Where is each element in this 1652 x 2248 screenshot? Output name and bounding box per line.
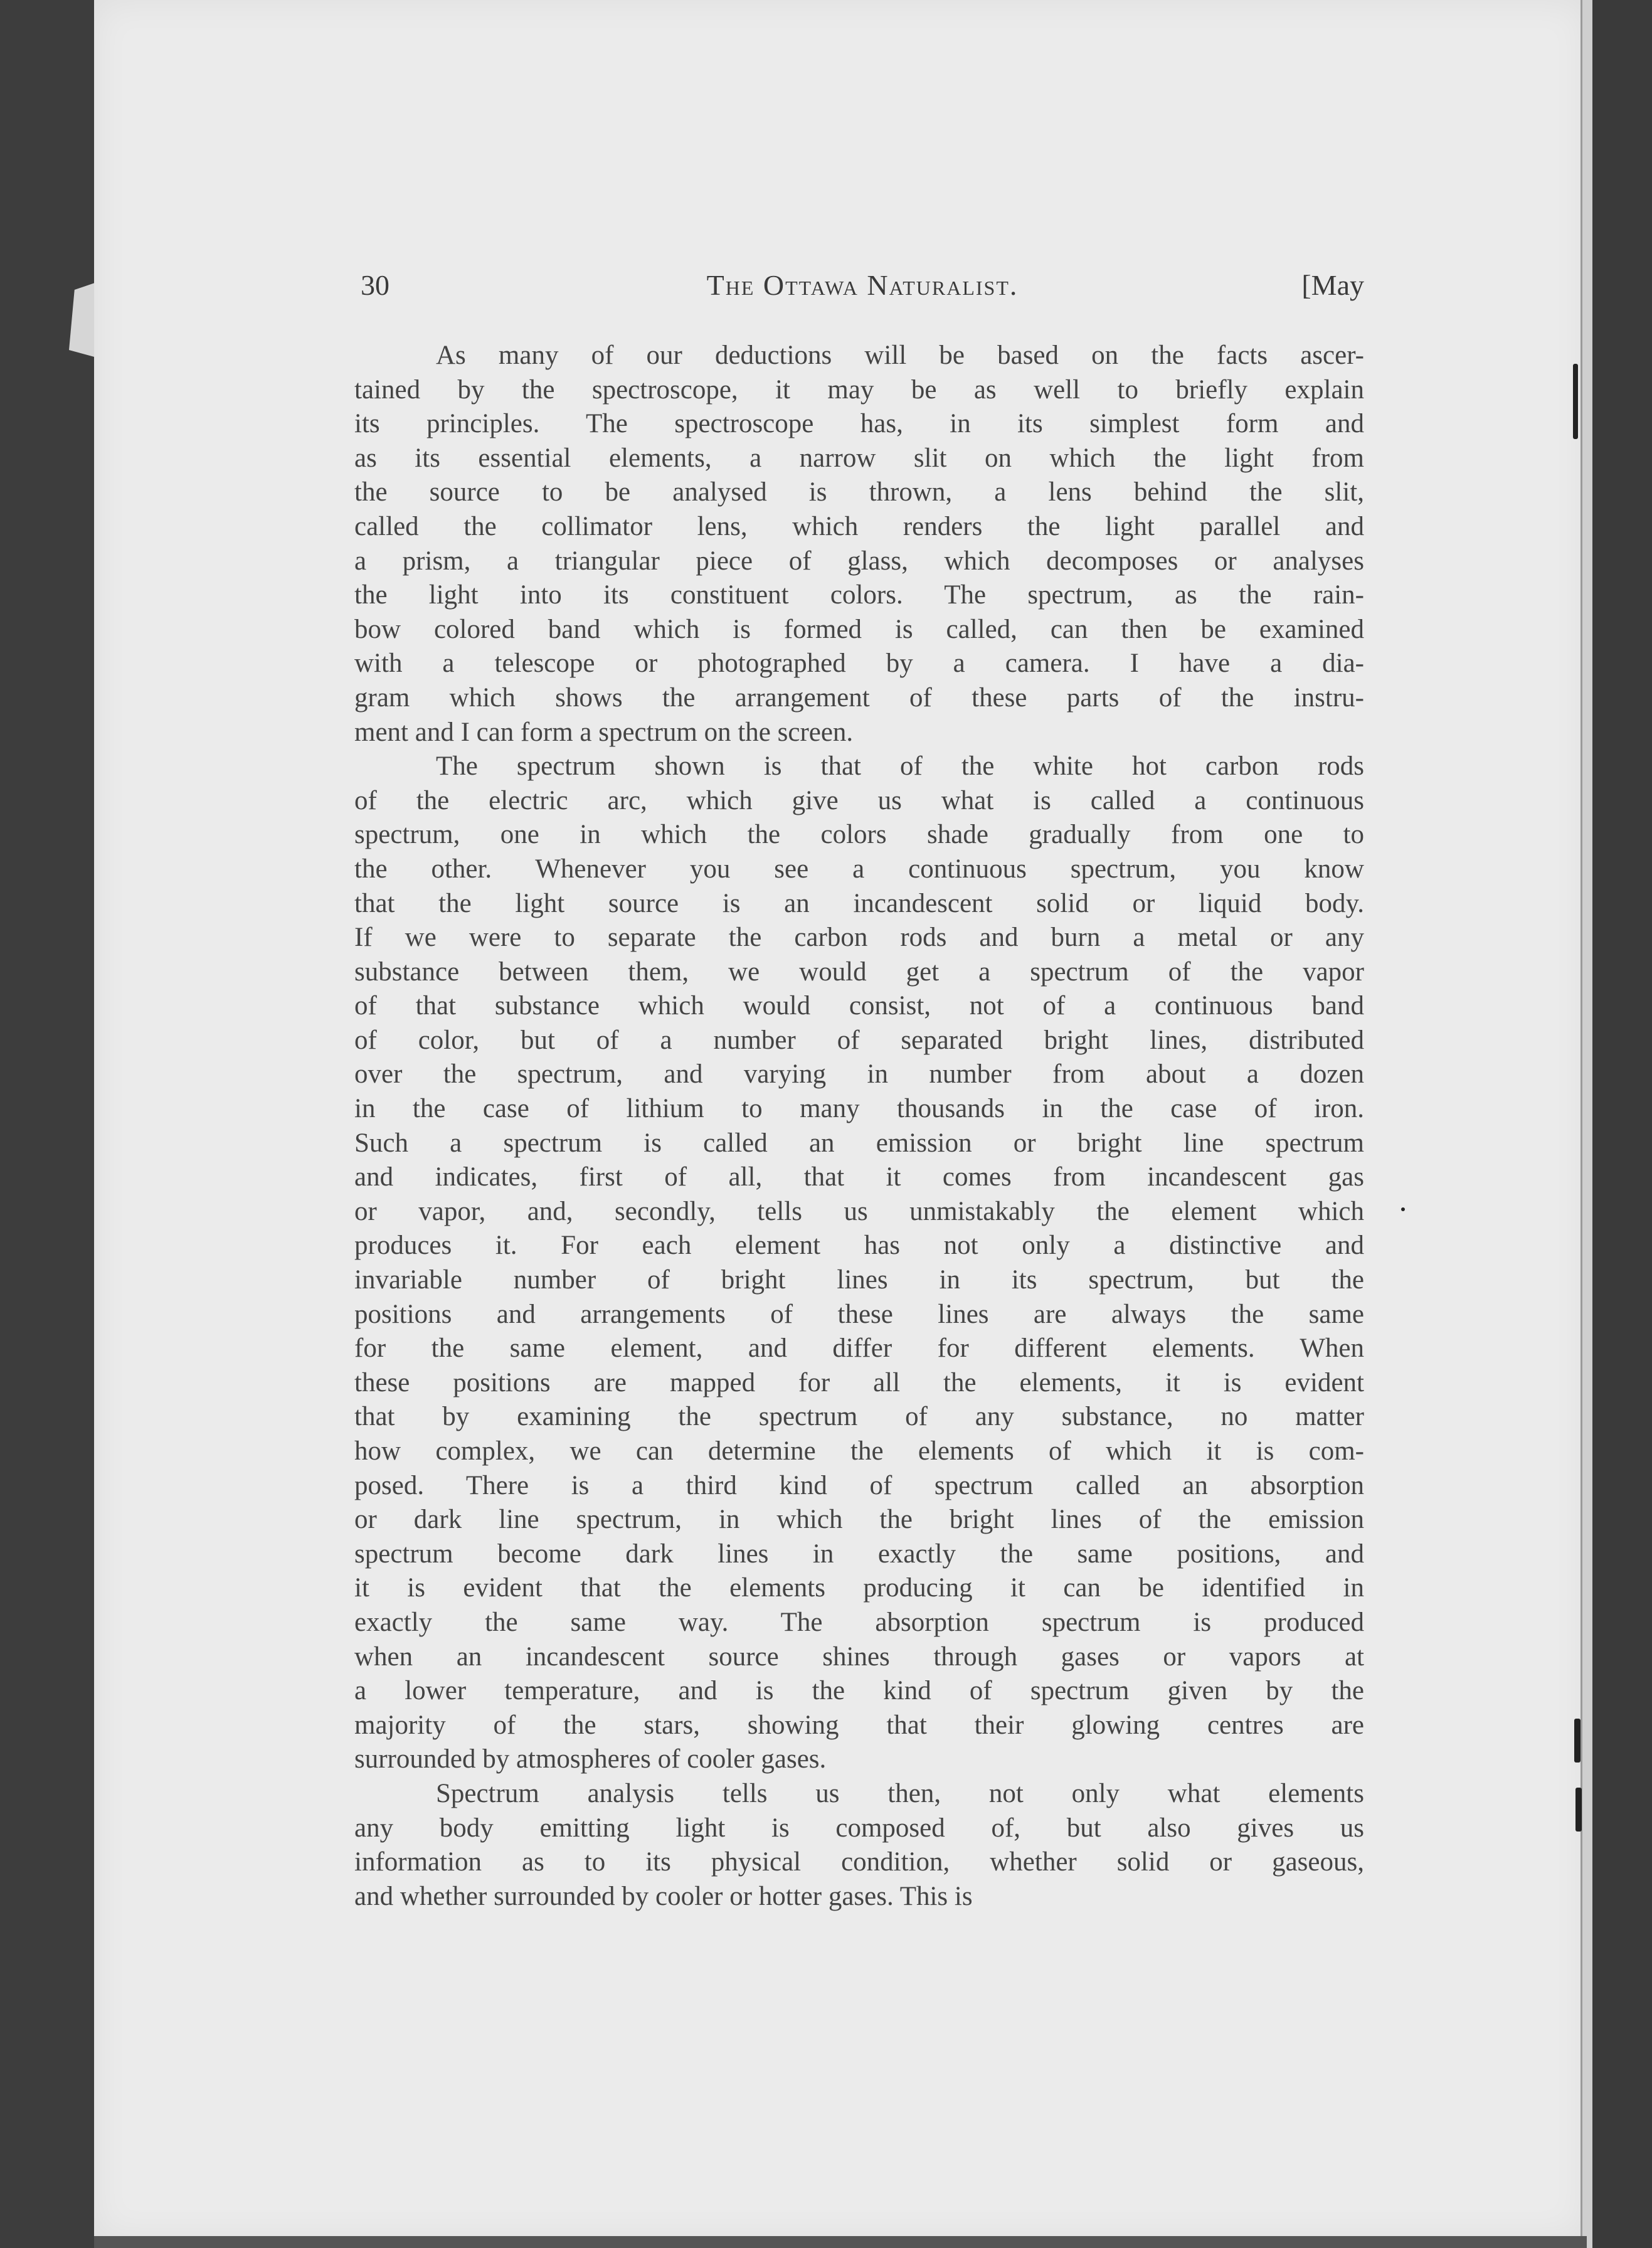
text-line: it is evident that the elements producing it can be identified in — [354, 1573, 1364, 1603]
text-line: the other. Whenever you see a continuous spectrum, you know — [354, 854, 1364, 884]
text-line: that by examining the spectrum of any substance, no matter — [354, 1402, 1364, 1432]
text-line: in the case of lithium to many thousands in the case of iron. — [354, 1094, 1364, 1124]
text-line: of that substance which would consist, not of a continuous band — [354, 991, 1364, 1021]
text-line: positions and arrangements of these lines are always the same — [354, 1299, 1364, 1329]
paragraph — [354, 339, 1364, 750]
text-line: invariable number of bright lines in its spectrum, but the — [354, 1265, 1364, 1295]
text-line: these positions are mapped for all the elements, it is evident — [354, 1367, 1364, 1397]
text-line: produces it. For each element has not only a distinctive and — [354, 1231, 1364, 1261]
text-line: As many of our deductions will be based on the facts ascer- — [436, 341, 1364, 370]
text-line: and whether surrounded by cooler or hotter gases. This is — [354, 1881, 973, 1911]
text-line: for the same element, and differ for different elements. When — [354, 1333, 1364, 1364]
text-line: spectrum become dark lines in exactly the same positions, and — [354, 1539, 1364, 1569]
paragraph — [354, 750, 1364, 1777]
page-bottom-shadow — [94, 2236, 1587, 2248]
text-line: information as to its physical condition, whether solid or gaseous, — [354, 1847, 1364, 1877]
paragraph — [354, 1777, 1364, 1914]
page-number: 30 — [361, 269, 389, 301]
text-line: how complex, we can determine the elements of which it is com- — [354, 1436, 1364, 1466]
text-line: posed. There is a third kind of spectrum called an absorption — [354, 1470, 1364, 1500]
text-line: called the collimator lens, which renders the light parallel and — [354, 511, 1364, 541]
facing-page-edge — [1581, 0, 1592, 2248]
text-line: when an incandescent source shines through gases or vapors at — [354, 1641, 1364, 1672]
text-line: majority of the stars, showing that their glowing centres are — [354, 1710, 1364, 1740]
text-line: spectrum, one in which the colors shade gradually from one to — [354, 820, 1364, 850]
text-line: tained by the spectroscope, it may be as well to briefly explain — [354, 374, 1364, 405]
scan-artifact-mark — [1575, 1788, 1582, 1832]
scan-artifact-mark — [1401, 1207, 1405, 1211]
text-line: and indicates, first of all, that it comes from incandescent gas — [354, 1162, 1364, 1192]
text-line: over the spectrum, and varying in number from about a dozen — [354, 1059, 1364, 1090]
journal-title: The Ottawa Naturalist. — [706, 269, 1019, 301]
text-line: its principles. The spectroscope has, in its simplest form and — [354, 409, 1364, 439]
text-line: ment and I can form a spectrum on the screen. — [354, 717, 854, 747]
text-line: as its essential elements, a narrow slit on which the light from — [354, 443, 1364, 473]
scan-artifact-mark — [1573, 364, 1578, 439]
text-line: with a telescope or photographed by a camera. I have a dia- — [354, 649, 1364, 679]
text-line: a prism, a triangular piece of glass, which decomposes or analyses — [354, 546, 1364, 576]
text-line: of color, but of a number of separated bright lines, distributed — [354, 1025, 1364, 1055]
text-line: exactly the same way. The absorption spectrum is produced — [354, 1607, 1364, 1637]
article-body — [354, 339, 1364, 1914]
text-line: or dark line spectrum, in which the bright lines of the emission — [354, 1505, 1364, 1535]
text-line: surrounded by atmospheres of cooler gases. — [354, 1744, 827, 1774]
text-line: substance between them, we would get a spectrum of the vapor — [354, 957, 1364, 987]
text-line: Such a spectrum is called an emission or bright line spectrum — [354, 1128, 1364, 1158]
text-line: If we were to separate the carbon rods and burn a metal or any — [354, 923, 1364, 953]
scan-artifact-mark — [1574, 1719, 1581, 1763]
text-line: gram which shows the arrangement of these parts of the instru- — [354, 682, 1364, 713]
text-line: Spectrum analysis tells us then, not only what elements — [436, 1778, 1364, 1808]
text-line: a lower temperature, and is the kind of spectrum given by the — [354, 1676, 1364, 1706]
text-line: The spectrum shown is that of the white hot carbon rods — [436, 751, 1364, 782]
text-line: the source to be analysed is thrown, a lens behind the slit, — [354, 477, 1364, 507]
running-header — [361, 268, 1364, 312]
text-line: any body emitting light is composed of, but also gives us — [354, 1813, 1364, 1843]
text-line: of the electric arc, which give us what is called a continuous — [354, 785, 1364, 815]
text-line: bow colored band which is formed is called, can then be examined — [354, 614, 1364, 644]
text-line: or vapor, and, secondly, tells us unmistakably the element which — [354, 1196, 1364, 1226]
text-line: that the light source is an incandescent solid or liquid body. — [354, 888, 1364, 918]
text-line: the light into its constituent colors. The spectrum, as the rain- — [354, 580, 1364, 610]
issue-month: [May — [1301, 269, 1364, 301]
